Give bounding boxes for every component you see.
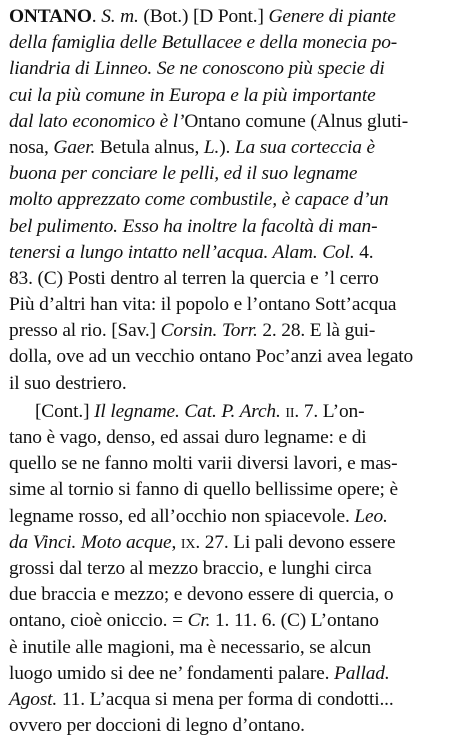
text-segment: due braccia e mezzo; e devono essere di quercia, o: [9, 584, 394, 606]
text-segment: tano è vago, denso, ed assai duro legname: e di: [9, 427, 367, 448]
text-line: [9, 83, 464, 109]
text-line: [9, 713, 464, 739]
text-segment: [Cont.]: [35, 400, 95, 422]
text-line: [9, 556, 464, 582]
text-line: [9, 344, 464, 370]
text-line: [9, 661, 464, 687]
text-segment: ontano, cioè oniccio. =: [9, 610, 188, 632]
text-segment: ONTANO: [9, 6, 92, 27]
text-line: [9, 292, 464, 318]
text-segment: sime al tornio si fanno di quello bellissime opere; è: [9, 479, 398, 501]
text-segment: ix: [180, 531, 196, 553]
text-segment: bel pulimento. Esso ha inoltre la facoltà di man-: [9, 215, 378, 237]
text-segment: buona per conciare le pelli, ed il suo legname: [9, 163, 358, 185]
text-segment: Agost.: [9, 688, 58, 710]
text-segment: Corsin. Torr.: [160, 320, 258, 342]
entry-paragraph: [9, 4, 464, 397]
text-line: [9, 266, 464, 292]
text-line: [9, 530, 464, 556]
text-line: [9, 318, 464, 344]
text-line: [9, 635, 464, 661]
text-segment: . 7. L’on-: [294, 400, 365, 422]
text-segment: è inutile alle magioni, ma è necessario, se alcun: [9, 636, 372, 658]
text-segment: 2. 28. E là gui-: [257, 320, 376, 342]
text-line: [9, 30, 464, 56]
text-segment: molto apprezzato come combustile, è capace d’un: [9, 189, 389, 211]
text-line: [9, 161, 464, 187]
text-segment: quello se ne fanno molti varii diversi lavori, e mas-: [9, 453, 398, 475]
text-segment: cui la più comune in Europa e la più importante: [9, 84, 376, 106]
text-segment: dal lato economico è l’: [9, 110, 185, 132]
text-segment: ovvero per doccioni di legno d’ontano.: [9, 715, 305, 737]
text-segment: 1. 11. 6. (C) L’ontano: [210, 610, 379, 632]
text-segment: liandria di Linneo. Se ne conoscono più specie di: [9, 58, 385, 80]
text-line: [9, 451, 464, 477]
text-segment: Genere di piante: [268, 6, 396, 27]
text-line: [9, 4, 464, 30]
text-segment: nosa,: [9, 136, 54, 158]
text-segment: L.: [203, 136, 220, 158]
text-segment: .: [91, 6, 102, 27]
text-line: [9, 135, 464, 161]
text-segment: presso al rio. [Sav.]: [9, 320, 161, 342]
text-segment: Il legname. Cat. P. Arch.: [94, 400, 281, 422]
text-segment: ii: [285, 400, 295, 422]
text-segment: tenersi a lungo intatto nell’acqua. Alam. Col.: [9, 241, 355, 263]
text-segment: ,: [171, 531, 181, 553]
text-segment: S. m.: [101, 6, 139, 27]
text-segment: legname rosso, ed all’occhio non spiacevole.: [9, 505, 355, 527]
text-segment: Gaer.: [53, 136, 96, 158]
text-segment: della famiglia delle Betullacee e della monecia po-: [9, 32, 398, 54]
text-line: [9, 504, 464, 530]
text-segment: 4.: [354, 241, 374, 263]
text-segment: il suo destriero.: [9, 372, 127, 394]
text-line: [9, 399, 464, 425]
text-segment: ).: [219, 136, 235, 158]
text-segment: Leo.: [354, 505, 388, 527]
text-line: [9, 371, 464, 397]
text-segment: 83. (C) Posti dentro al terren la quercia e ’l cerro: [9, 267, 379, 289]
text-segment: Betula alnus,: [95, 136, 204, 158]
text-line: [9, 582, 464, 608]
text-segment: da Vinci. Moto acque: [9, 531, 172, 553]
text-segment: (Bot.) [D Pont.]: [138, 6, 269, 27]
text-line: [9, 214, 464, 240]
entry-paragraph: [9, 399, 464, 739]
text-line: [9, 187, 464, 213]
text-line: [9, 477, 464, 503]
text-line: [9, 56, 464, 82]
text-line: [9, 425, 464, 451]
text-line: [9, 240, 464, 266]
text-segment: Cr.: [187, 610, 211, 632]
text-segment: luogo umido si dee ne’ fondamenti palare.: [9, 662, 335, 684]
text-segment: La sua corteccia è: [234, 136, 375, 158]
text-segment: 11. L’acqua si mena per forma di condotti...: [57, 688, 394, 710]
dictionary-entry: [9, 4, 464, 739]
text-line: [9, 109, 464, 135]
text-segment: . 27. Li pali devono essere: [195, 531, 396, 553]
text-line: [9, 687, 464, 713]
text-segment: Più d’altri han vita: il popolo e l’ontano Sott’acqua: [9, 294, 397, 316]
text-segment: Ontano comune (Alnus gluti-: [184, 110, 409, 132]
text-line: [9, 608, 464, 634]
text-segment: grossi dal terzo al mezzo braccio, e lunghi circa: [9, 557, 372, 579]
text-segment: dolla, ove ad un vecchio ontano Poc’anzi avea legato: [9, 346, 414, 368]
text-segment: Pallad.: [334, 662, 390, 684]
